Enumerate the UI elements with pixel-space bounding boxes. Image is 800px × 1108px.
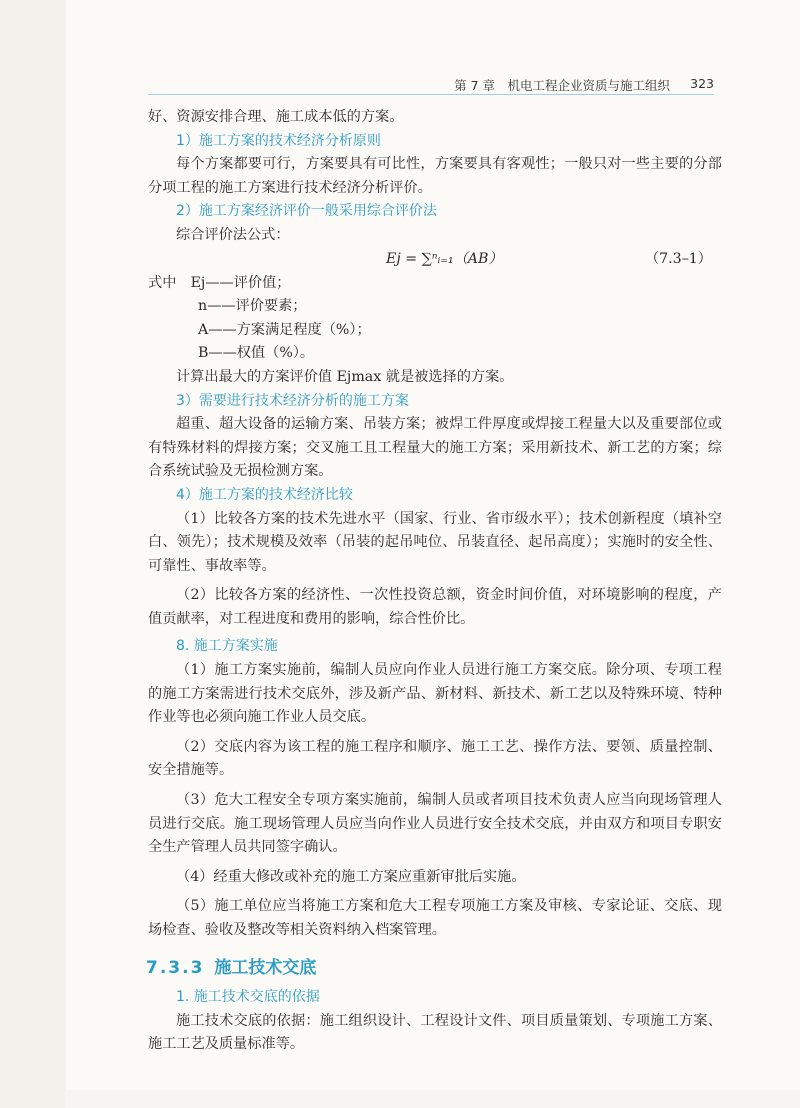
paragraph: 好、资源安排合理、施工成本低的方案。 [148, 109, 404, 125]
paragraph: （1）比较各方案的技术先进水平（国家、行业、省市级水平）；技术创新程度（填补空白、领先）；技术规模及效率（吊装的起吊吨位、吊装直径、起吊高度）；实施时的安全性、可靠性、事故率等。 [148, 510, 722, 574]
paragraph: 综合评价法公式： [176, 226, 290, 243]
subheading-schemes-needing-analysis: 3）需要进行技术经济分析的施工方案 [176, 392, 409, 409]
paragraph: （1）施工方案实施前，编制人员应向作业人员进行施工方案交底。除分项、专项工程的施工方案需进行技术交底外，涉及新产品、新材料、新技术、新工艺以及特殊环境、特种作业等也必须向施工作业人员交底。 [148, 662, 722, 726]
paragraph: （2）交底内容为该工程的施工程序和顺序、施工工艺、操作方法、要领、质量控制、安全措施等。 [148, 738, 722, 779]
symbol-definition: A——方案满足程度（%）； [198, 321, 371, 338]
symbol-definition: B——权值（%）。 [198, 345, 315, 362]
section-heading-plan-implementation: 8. 施工方案实施 [176, 638, 278, 655]
symbol-definition: 式中 Ej——评价值； [148, 274, 291, 291]
paragraph: （3）危大工程安全专项方案实施前，编制人员或者项目技术负责人应当向现场管理人员进行交底。施工现场管理人员应当向作业人员进行安全技术交底，并由双方和项目专职安全生产管理人员共同签字确认。 [148, 792, 722, 856]
paragraph: 超重、超大设备的运输方案、吊装方案；被焊工件厚度或焊接工程量大以及重要部位或有特殊材料的焊接方案；交叉施工且工程量大的施工方案；采用新技术、新工艺的方案；综合系统试验及无损检测方案。 [148, 416, 722, 480]
paragraph: 施工技术交底的依据：施工组织设计、工程设计文件、项目质量策划、专项施工方案、施工工艺及质量标准等。 [148, 1012, 722, 1053]
subheading-technical-economic-comparison: 4）施工方案的技术经济比较 [176, 486, 353, 503]
section-heading-7-3-3 [146, 957, 722, 981]
subheading-comprehensive-evaluation: 2）施工方案经济评价一般采用综合评价法 [176, 203, 437, 220]
formula-number: （7.3–1） [644, 250, 712, 267]
header-chapter-title: 第 7 章 机电工程企业资质与施工组织 [454, 78, 670, 93]
running-header [148, 72, 714, 95]
paragraph: （2）比较各方案的经济性、一次性投资总额，资金时间价值，对环境影响的程度，产值贡献率，对工程进度和费用的影响，综合性价比。 [148, 587, 722, 627]
paragraph: 每个方案都要可行，方案要具有可比性，方案要具有客观性；一般只对一些主要的分部分项工程的施工方案进行技术经济分析评价。 [148, 156, 722, 196]
formula-7-3-1 [148, 248, 722, 272]
page-bottom-edge [66, 1090, 800, 1108]
section-title: 施工技术交底 [214, 957, 317, 978]
subsection-heading-basis: 1. 施工技术交底的依据 [176, 989, 320, 1006]
section-number: 7.3.3 [146, 957, 205, 978]
paragraph: 计算出最大的方案评价值 Ejmax 就是被选择的方案。 [176, 368, 514, 385]
formula-expression: Ej = ∑ⁿᵢ₌₁（AB） [386, 250, 503, 267]
paragraph: （4）经重大修改或补充的施工方案应重新审批后实施。 [176, 868, 526, 885]
subheading-analysis-principle: 1）施工方案的技术经济分析原则 [176, 132, 381, 149]
paragraph: （5）施工单位应当将施工方案和危大工程专项施工方案及审核、专家论证、交底、现场检查、验收及整改等相关资料纳入档案管理。 [148, 898, 722, 938]
page-number: 323 [690, 76, 714, 91]
symbol-definition: n——评价要素； [198, 298, 307, 315]
page-body [148, 106, 722, 1057]
